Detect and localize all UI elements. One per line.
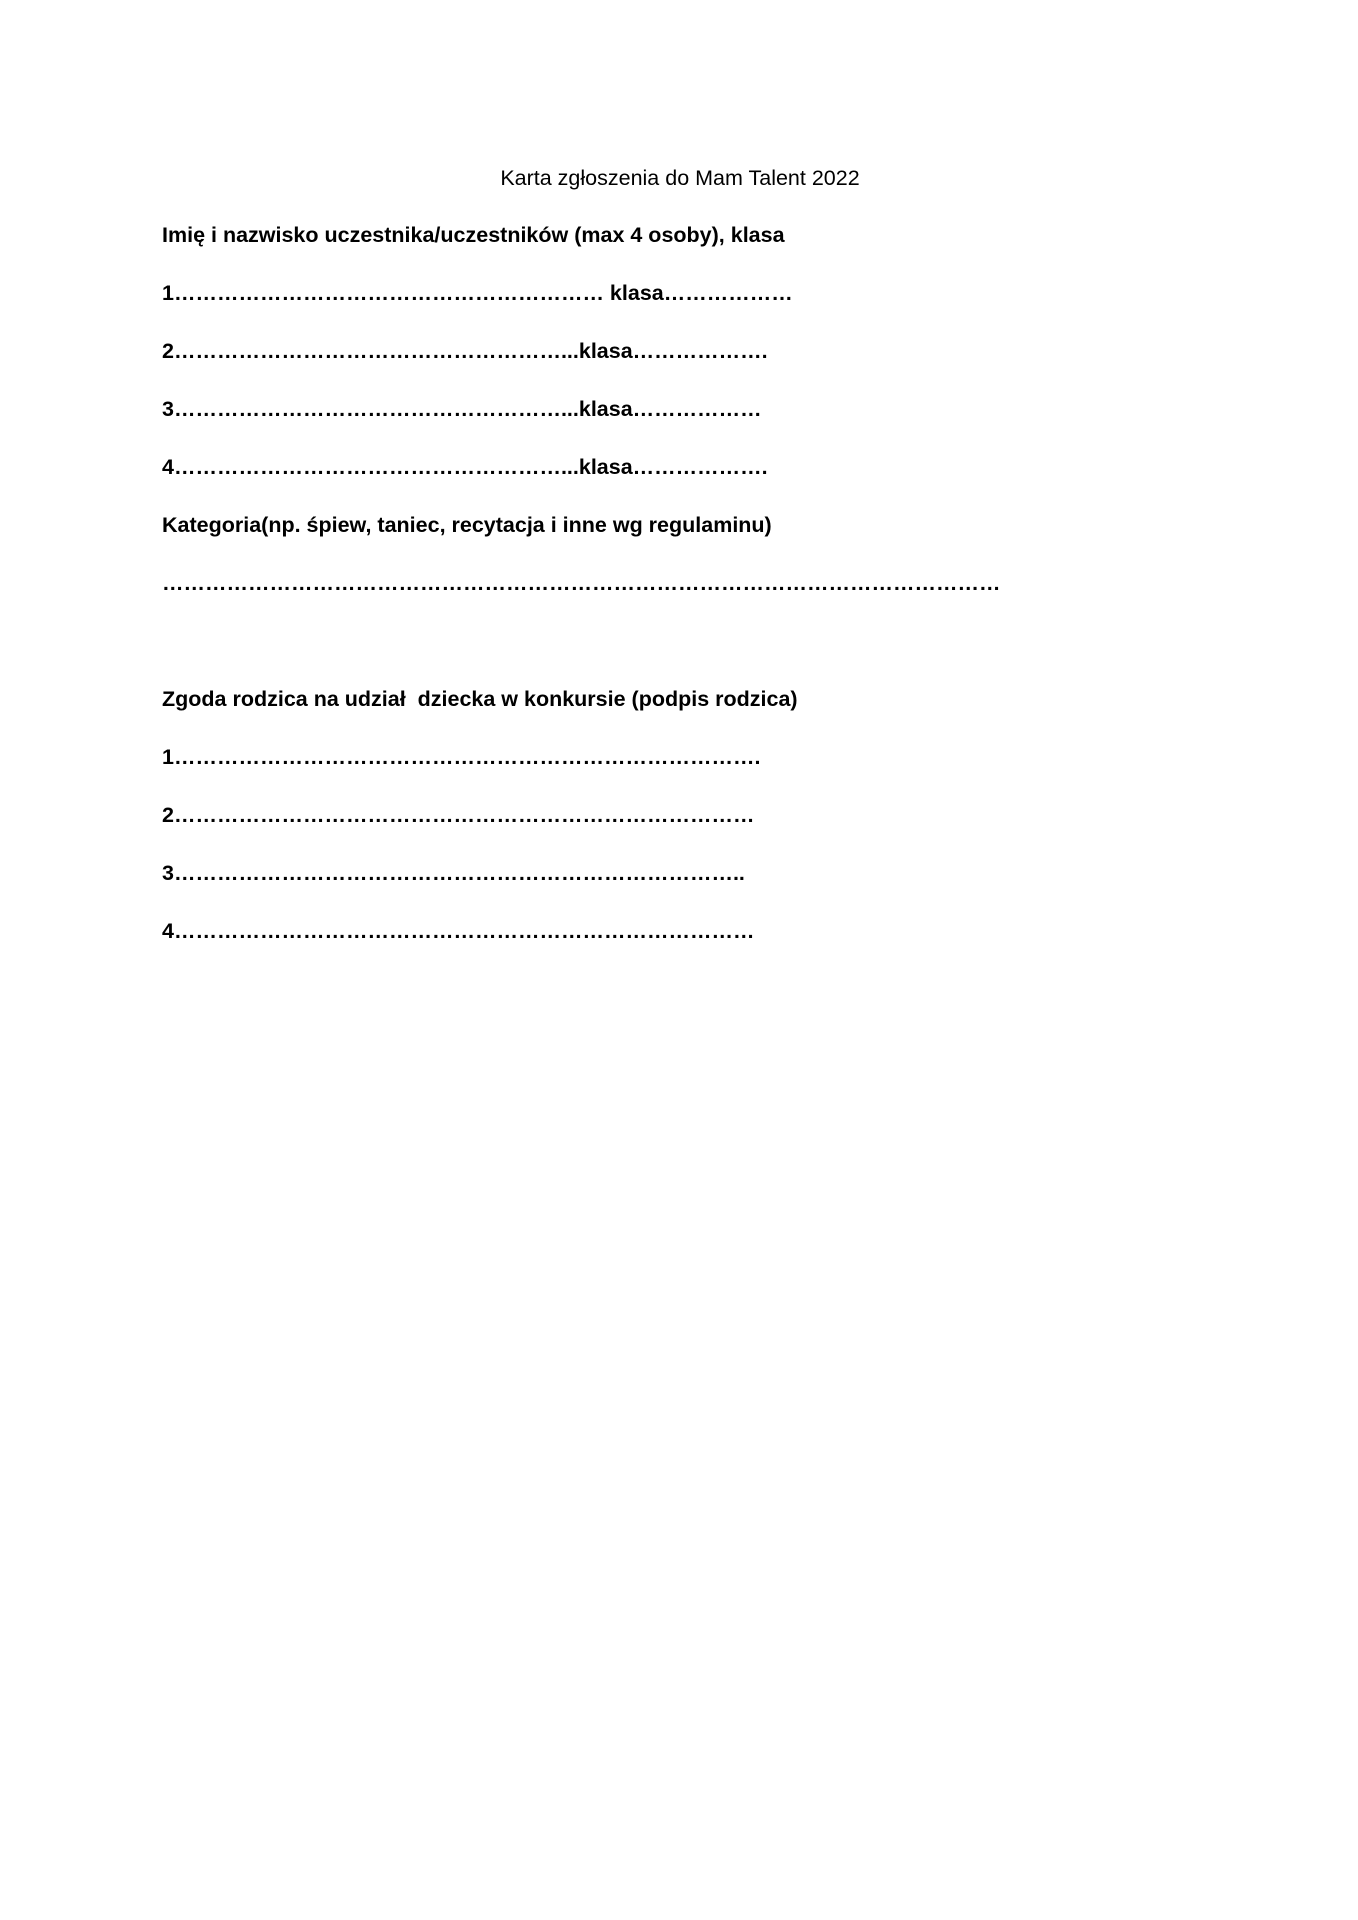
- participants-heading: Imię i nazwisko uczestnika/uczestników (max 4 osoby), klasa: [162, 223, 785, 247]
- consent-line-3: 3……………………………………………………………………..: [162, 861, 745, 885]
- consent-line-1: 1……………………………………………………………………….: [162, 745, 761, 769]
- consent-line-2: 2………………………………………………………………………: [162, 803, 755, 827]
- participant-line-1: 1…………………………………………………… klasa………………: [162, 281, 793, 305]
- participant-line-3: 3………………………………………………...klasa………………: [162, 397, 762, 421]
- participant-line-2: 2………………………………………………...klasa……………….: [162, 339, 768, 363]
- category-heading: Kategoria(np. śpiew, taniec, recytacja i inne wg regulaminu): [162, 513, 772, 537]
- form-title-text: Karta zgłoszenia do Mam Talent 2022: [500, 166, 860, 190]
- category-line: ………………………………………………………………………………………………………: [162, 571, 1001, 595]
- consent-line-4: 4………………………………………………………………………: [162, 919, 755, 943]
- participant-line-4: 4………………………………………………...klasa……………….: [162, 455, 768, 479]
- form-title: [0, 164, 1358, 192]
- consent-heading: Zgoda rodzica na udział dziecka w konkursie (podpis rodzica): [162, 687, 798, 711]
